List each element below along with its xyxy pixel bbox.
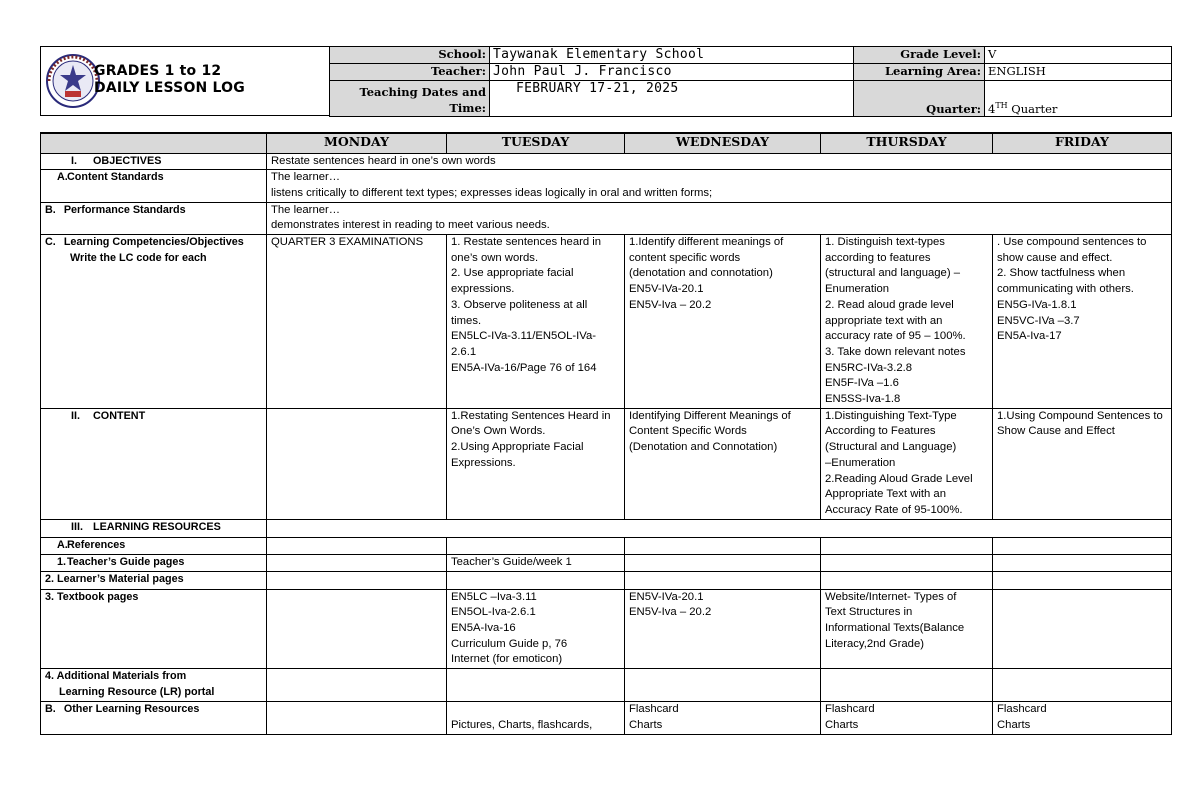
grade-level-label: Grade Level: <box>854 47 985 64</box>
references-thursday <box>821 537 993 554</box>
teachers-guide-label <box>41 554 267 571</box>
content-label <box>41 408 267 519</box>
blank-header-cell <box>41 133 267 153</box>
competencies-title-2: Write the LC code for each <box>70 251 207 264</box>
objectives-title: OBJECTIVES <box>93 154 162 167</box>
performance-standards-row <box>41 202 1172 234</box>
grade-level-value: V <box>985 47 1172 64</box>
textbook-label: 3. Textbook pages <box>41 589 267 669</box>
teachers-guide-friday <box>993 554 1172 571</box>
competencies-thursday: 1. Distinguish text-types according to features (structural and language) – Enumeration 2. Read aloud grade level appropriate text with an accuracy rate of 95 – 100%. 3. Take down relevant notes EN5RC-IVa-3.2.8 EN5F-IVa –1.6 EN5SS-Iva-1.8 <box>821 235 993 409</box>
learning-resources-title: LEARNING RESOURCES <box>93 520 221 533</box>
content-standards-row <box>41 170 1172 202</box>
competencies-title-1: Learning Competencies/Objectives <box>63 236 244 249</box>
references-friday <box>993 537 1172 554</box>
content-standards-label <box>41 170 267 202</box>
learners-material-monday <box>267 571 447 589</box>
day-monday: MONDAY <box>267 133 447 153</box>
additional-friday <box>993 669 1172 702</box>
additional-monday <box>267 669 447 702</box>
teachers-guide-thursday <box>821 554 993 571</box>
teachers-guide-tuesday: Teacher’s Guide/week 1 <box>447 554 625 571</box>
lesson-log-table <box>40 132 1172 735</box>
days-header-row <box>41 133 1172 153</box>
content-thursday: 1.Distinguishing Text-Type According to Features (Structural and Language) –Enumeration 2.Reading Aloud Grade Level Appropriate Text with an Accuracy Rate of 95-100%. <box>821 408 993 519</box>
references-monday <box>267 537 447 554</box>
content-friday: 1.Using Compound Sentences to Show Cause and Effect <box>993 408 1172 519</box>
learners-material-row <box>41 571 1172 589</box>
quarter-value <box>985 81 1172 117</box>
textbook-friday <box>993 589 1172 669</box>
day-tuesday: TUESDAY <box>447 133 625 153</box>
content-wednesday: Identifying Different Meanings of Content Specific Words (Denotation and Connotation) <box>625 408 821 519</box>
content-tuesday: 1.Restating Sentences Heard in One’s Own Words. 2.Using Appropriate Facial Expressions. <box>447 408 625 519</box>
title-line-2: DAILY LESSON LOG <box>94 80 245 96</box>
learners-material-thursday <box>821 571 993 589</box>
textbook-monday <box>267 589 447 669</box>
teachers-guide-wednesday <box>625 554 821 571</box>
textbook-row <box>41 589 1172 669</box>
competencies-label <box>41 235 267 409</box>
teaching-dates-value: FEBRUARY 17-21, 2025 <box>490 81 854 117</box>
quarter-word: Quarter <box>1007 102 1058 116</box>
content-title: CONTENT <box>93 409 146 422</box>
school-label: School: <box>330 47 490 64</box>
references-num: A. <box>57 538 68 551</box>
learning-resources-label <box>41 519 267 537</box>
references-tuesday <box>447 537 625 554</box>
quarter-label: Quarter: <box>854 81 985 117</box>
teaching-dates-label-1: Teaching Dates and <box>359 85 486 99</box>
references-label <box>41 537 267 554</box>
references-title: References <box>67 538 126 551</box>
additional-materials-title-2: Learning Resource (LR) portal <box>59 685 215 698</box>
additional-wednesday <box>625 669 821 702</box>
other-resources-friday: Flashcard Charts <box>993 702 1172 735</box>
teacher-label: Teacher: <box>330 64 490 81</box>
performance-standards-label <box>41 202 267 234</box>
performance-standards-num: B. <box>45 203 56 216</box>
objectives-label <box>41 153 267 170</box>
header-title-box <box>40 46 329 116</box>
references-wednesday <box>625 537 821 554</box>
performance-standards-text: The learner… demonstrates interest in reading to meet various needs. <box>267 202 1172 234</box>
competencies-wednesday: 1.Identify different meanings of content specific words (denotation and connotation) EN5V-IVa-20.1 EN5V-Iva – 20.2 <box>625 235 821 409</box>
quarter-superscript: TH <box>995 101 1008 111</box>
competencies-monday: QUARTER 3 EXAMINATIONS <box>267 235 447 409</box>
competencies-row <box>41 235 1172 409</box>
objectives-text: Restate sentences heard in one’s own words <box>267 153 1172 170</box>
content-num: II. <box>71 409 80 422</box>
other-resources-num: B. <box>45 703 56 716</box>
header-info-table <box>329 46 1172 117</box>
additional-materials-row <box>41 669 1172 702</box>
learning-resources-num: III. <box>71 520 83 533</box>
teachers-guide-num: 1. <box>57 555 67 568</box>
content-monday <box>267 408 447 519</box>
learners-material-tuesday <box>447 571 625 589</box>
learners-material-wednesday <box>625 571 821 589</box>
additional-materials-label <box>41 669 267 702</box>
school-value: Taywanak Elementary School <box>490 47 854 64</box>
textbook-thursday: Website/Internet- Types of Text Structures in Informational Texts(Balance Literacy,2nd Grade) <box>821 589 993 669</box>
additional-tuesday <box>447 669 625 702</box>
content-standards-title: Content Standards <box>67 171 164 184</box>
teachers-guide-row <box>41 554 1172 571</box>
textbook-wednesday: EN5V-IVa-20.1 EN5V-Iva – 20.2 <box>625 589 821 669</box>
competencies-tuesday: 1. Restate sentences heard in one’s own words. 2. Use appropriate facial expressions. 3. Observe politeness at all times. EN5LC-IVa-3.11/EN5OL-IVa- 2.6.1 EN5A-IVa-16/Page 76 of 164 <box>447 235 625 409</box>
teachers-guide-title: Teacher’s Guide pages <box>67 555 185 568</box>
competencies-friday: . Use compound sentences to show cause and effect. 2. Show tactfulness when communicating with others. EN5G-IVa-1.8.1 EN5VC-IVa –3.7 EN5A-Iva-17 <box>993 235 1172 409</box>
learning-area-label: Learning Area: <box>854 64 985 81</box>
other-resources-thursday: Flashcard Charts <box>821 702 993 735</box>
teaching-dates-label-2: Time: <box>449 101 486 115</box>
other-resources-row <box>41 702 1172 735</box>
title-line-1: GRADES 1 to 12 <box>94 63 222 79</box>
day-friday: FRIDAY <box>993 133 1172 153</box>
other-resources-wednesday: Flashcard Charts <box>625 702 821 735</box>
textbook-tuesday: EN5LC –Iva-3.11 EN5OL-Iva-2.6.1 EN5A-Iva-16 Curriculum Guide p, 76 Internet (for emoticon) <box>447 589 625 669</box>
content-standards-num: A. <box>57 171 68 184</box>
other-resources-tuesday: Pictures, Charts, flashcards, <box>447 702 625 735</box>
content-standards-text: The learner… listens critically to different text types; expresses ideas logically in oral and written forms; <box>267 170 1172 202</box>
learning-resources-row <box>41 519 1172 537</box>
content-row <box>41 408 1172 519</box>
objectives-row <box>41 153 1172 170</box>
quarter-number: 4 <box>988 102 996 116</box>
teachers-guide-monday <box>267 554 447 571</box>
learning-resources-empty <box>267 519 1172 537</box>
learning-area-value: ENGLISH <box>985 64 1172 81</box>
other-resources-monday <box>267 702 447 735</box>
learners-material-label: 2. Learner’s Material pages <box>41 571 267 589</box>
references-row <box>41 537 1172 554</box>
teacher-value: John Paul J. Francisco <box>490 64 854 81</box>
learners-material-friday <box>993 571 1172 589</box>
additional-thursday <box>821 669 993 702</box>
objectives-num: I. <box>71 154 77 167</box>
document-title <box>94 63 245 97</box>
competencies-num: C. <box>45 236 56 249</box>
performance-standards-title: Performance Standards <box>63 203 186 216</box>
day-thursday: THURSDAY <box>821 133 993 153</box>
day-wednesday: WEDNESDAY <box>625 133 821 153</box>
teaching-dates-label <box>330 81 490 117</box>
other-resources-label <box>41 702 267 735</box>
deped-seal-icon <box>45 53 101 109</box>
additional-materials-title-1: 4. Additional Materials from <box>45 670 187 683</box>
other-resources-title: Other Learning Resources <box>63 703 200 716</box>
